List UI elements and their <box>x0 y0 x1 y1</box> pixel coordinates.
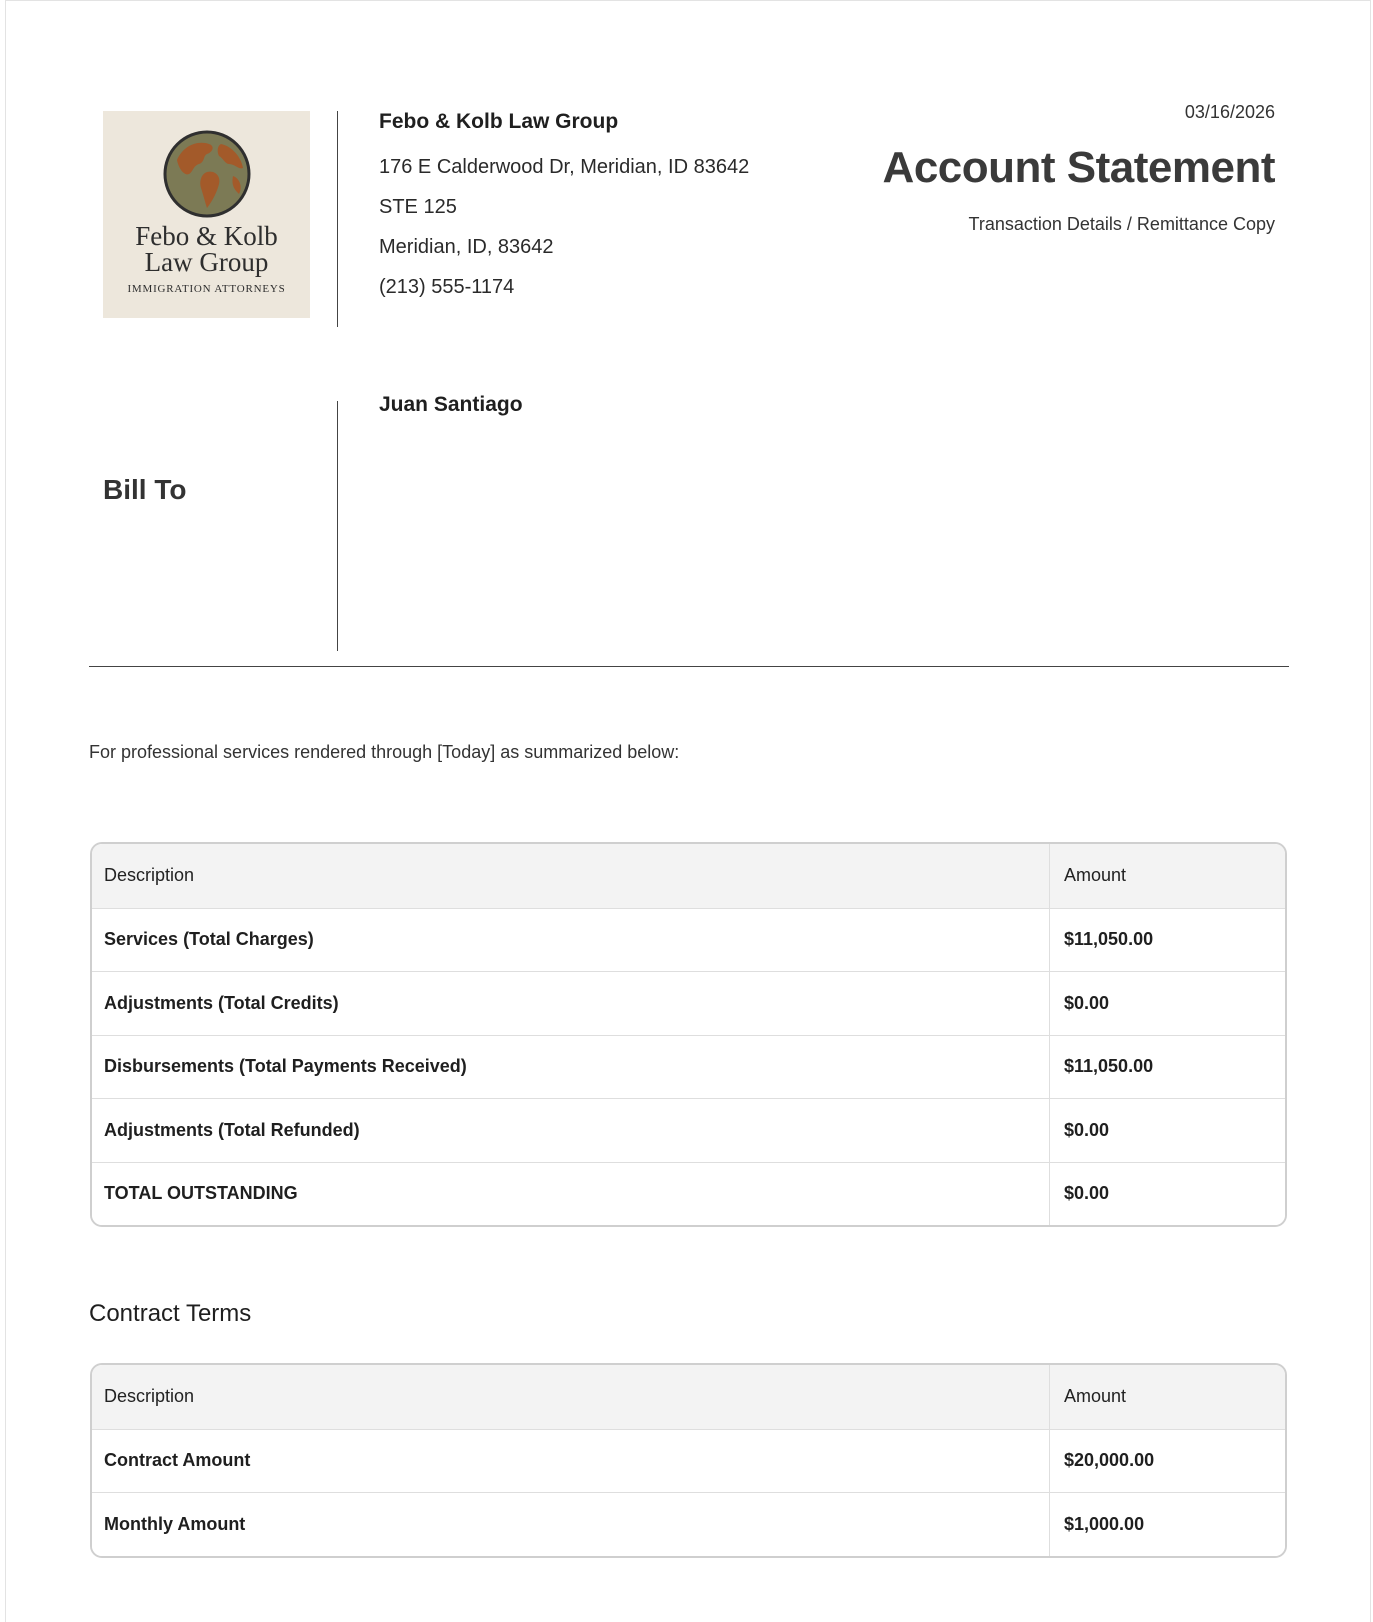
statement-page <box>5 0 1371 1622</box>
firm-city-state-zip: Meridian, ID, 83642 <box>379 236 554 258</box>
section-divider <box>89 666 1289 667</box>
logo-name-line2: Law Group <box>144 247 269 277</box>
table-row <box>92 1492 1285 1556</box>
row-description: Services (Total Charges) <box>92 909 1050 972</box>
table-row <box>92 1098 1285 1162</box>
firm-logo <box>103 111 310 318</box>
total-outstanding-row <box>92 1162 1285 1226</box>
row-amount: $11,050.00 <box>1064 929 1154 950</box>
statement-date: 03/16/2026 <box>1184 102 1275 122</box>
table-row <box>92 1035 1285 1099</box>
firm-info <box>379 107 749 307</box>
table-row <box>92 1429 1285 1493</box>
table-row <box>92 971 1285 1035</box>
header-divider <box>337 111 338 327</box>
row-amount: $0.00 <box>1064 1183 1110 1204</box>
table-header-row <box>92 1365 1285 1429</box>
header-amount: Amount <box>1064 1386 1127 1407</box>
intro-text: For professional services rendered through [Today] as summarized below: <box>89 742 680 762</box>
client-name: Juan Santiago <box>379 393 523 416</box>
contract-terms-heading: Contract Terms <box>89 1300 252 1327</box>
header-description: Description <box>92 844 1050 908</box>
logo-name-line1: Febo & Kolb <box>135 221 278 251</box>
firm-address1: 176 E Calderwood Dr, Meridian, ID 83642 <box>379 156 750 178</box>
statement-header <box>883 99 1275 237</box>
row-amount: $20,000.00 <box>1064 1450 1155 1471</box>
bill-to-divider <box>337 401 338 651</box>
table-row <box>92 908 1285 972</box>
row-description: Adjustments (Total Refunded) <box>92 1099 1050 1162</box>
header-amount: Amount <box>1064 865 1127 886</box>
row-description: Disbursements (Total Payments Received) <box>92 1036 1050 1099</box>
bill-to-label: Bill To <box>103 474 187 505</box>
table-header-row <box>92 844 1285 908</box>
page-subtitle: Transaction Details / Remittance Copy <box>968 214 1275 234</box>
row-amount: $0.00 <box>1064 992 1110 1013</box>
row-amount: $1,000.00 <box>1064 1513 1145 1534</box>
row-amount: $11,050.00 <box>1064 1056 1154 1077</box>
globe-icon <box>163 130 251 218</box>
page-title: Account Statement <box>882 143 1275 192</box>
row-description: Adjustments (Total Credits) <box>92 972 1050 1035</box>
row-description: TOTAL OUTSTANDING <box>92 1163 1050 1226</box>
row-amount: $0.00 <box>1064 1119 1110 1140</box>
contract-table <box>90 1363 1287 1558</box>
summary-table <box>90 842 1287 1227</box>
firm-phone: (213) 555-1174 <box>379 276 515 298</box>
firm-address2: STE 125 <box>379 196 457 218</box>
firm-name: Febo & Kolb Law Group <box>379 110 619 133</box>
row-description: Contract Amount <box>92 1430 1050 1493</box>
row-description: Monthly Amount <box>92 1493 1050 1556</box>
header-description: Description <box>92 1365 1050 1429</box>
logo-tagline: IMMIGRATION ATTORNEYS <box>127 283 286 295</box>
